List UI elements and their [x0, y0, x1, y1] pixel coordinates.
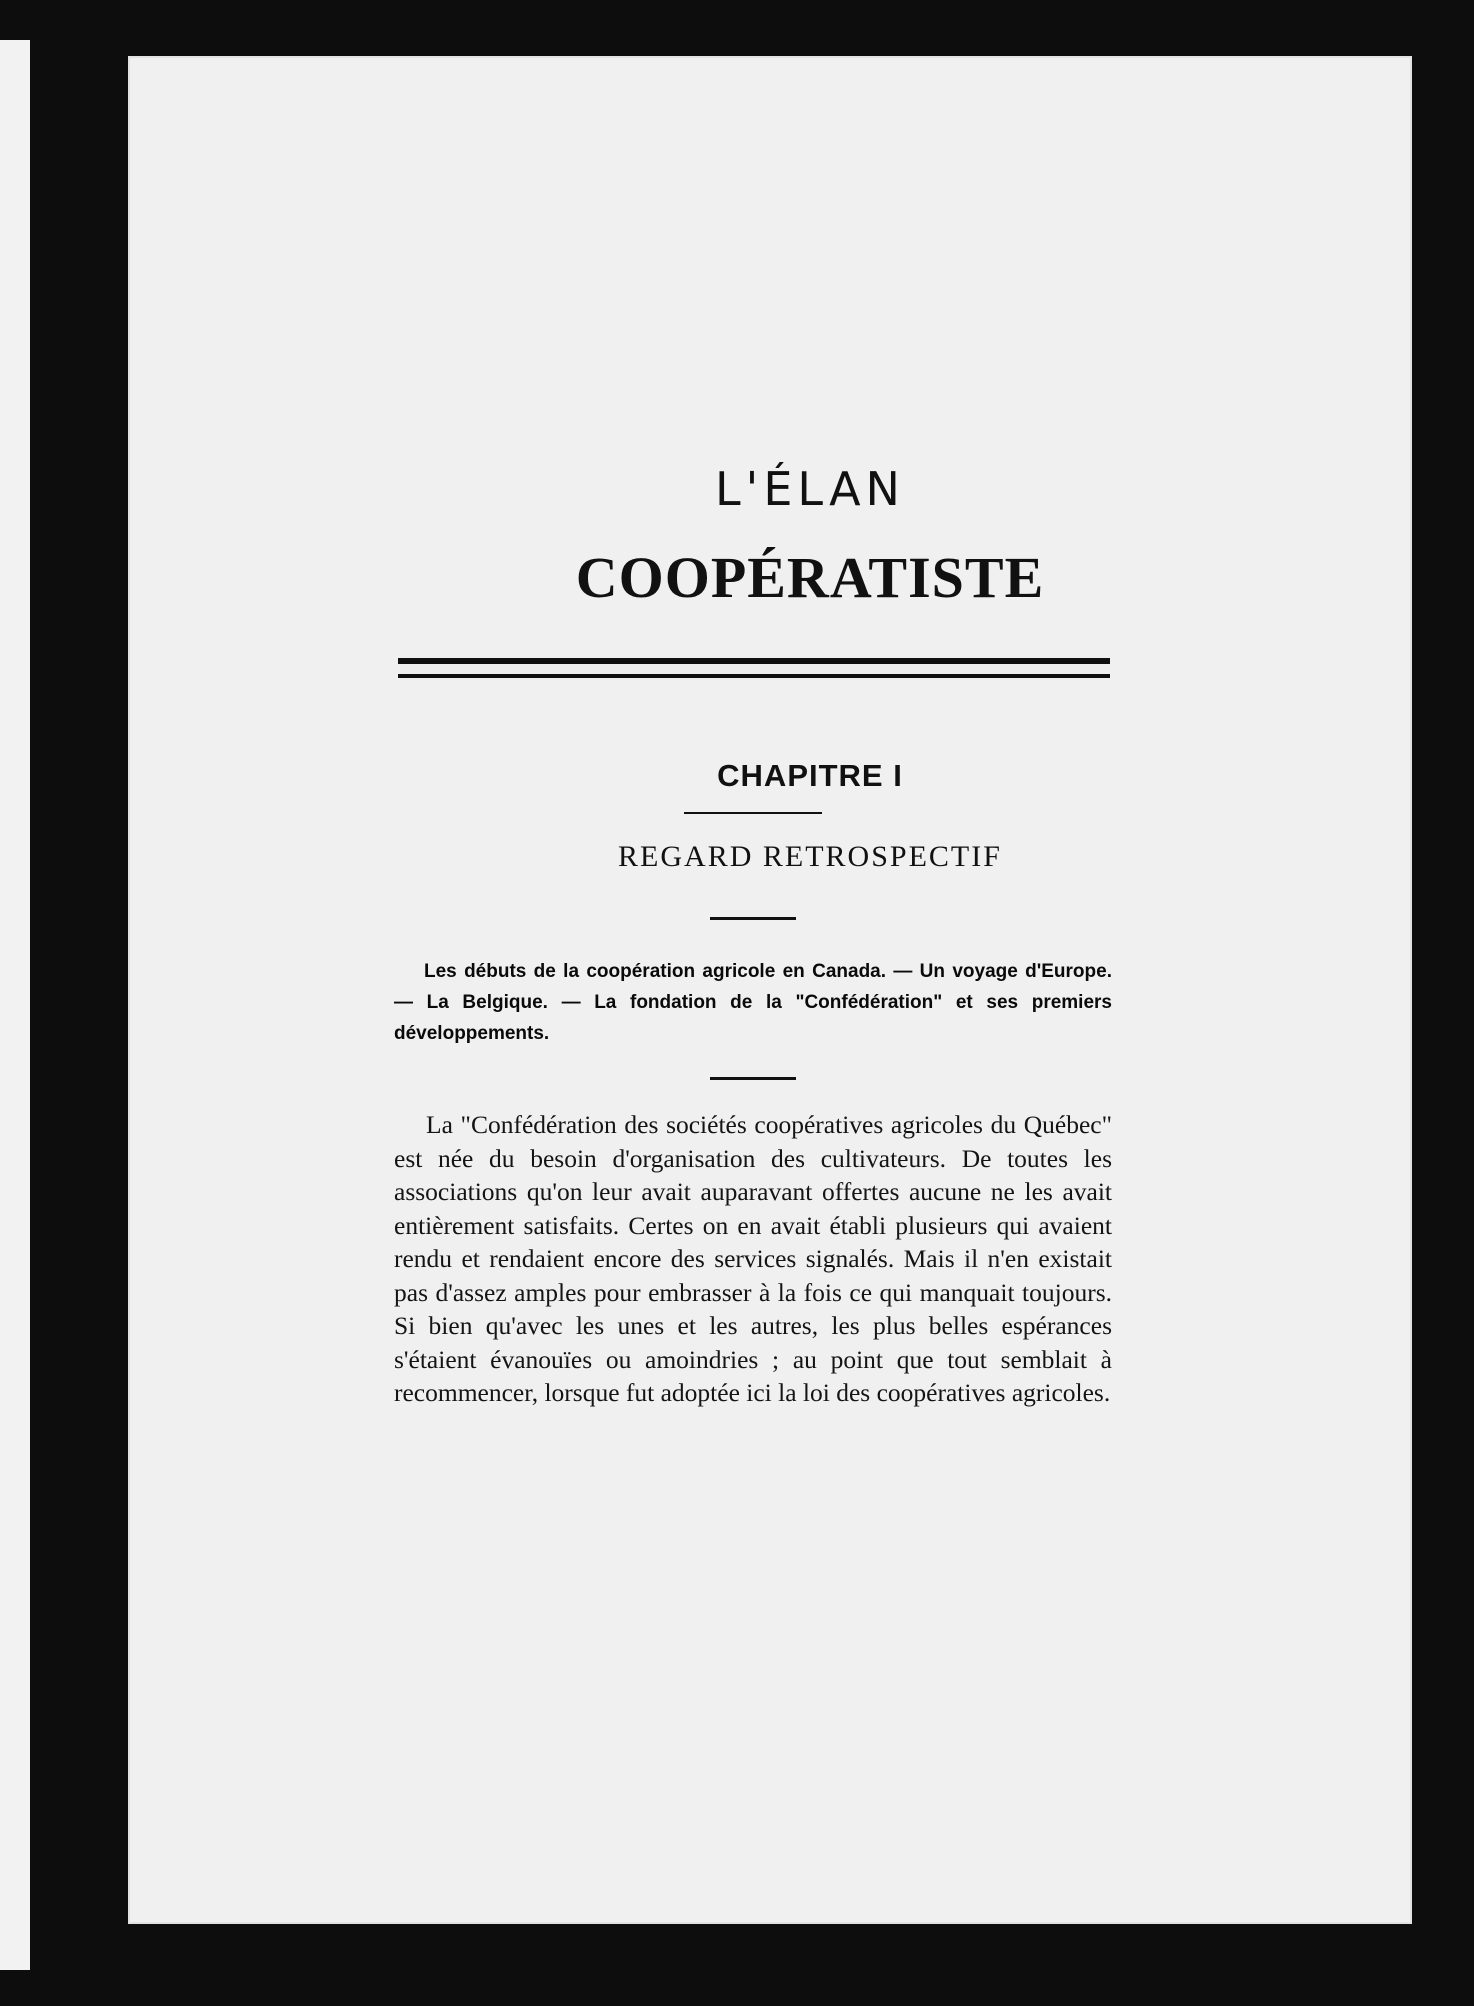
title-line-2: COOPÉRATISTE	[575, 545, 1045, 610]
body-paragraph: La "Confédération des sociétés coopératives agricoles du Québec" est née du besoin d'organisation des cultivateurs. De toutes les associations qu'on leur avait auparavant offertes aucune ne les avait entièrement satisfaits. Certes on en avait établi plusieurs qui avaient rendu et rendaient encore des services signalés. Mais il n'en existait pas d'assez amples pour embrasser à la fois ce qui manquait toujours. Si bien qu'avec les unes et les autres, les plus belles espérances s'étaient évanouïes ou amoindries ; au point que tout semblait à recommencer, lorsque fut adoptée ici la loi des coopératives agricoles.	[394, 1110, 1112, 1407]
section-title: REGARD RETROSPECTIF	[618, 840, 1002, 873]
title-divider	[398, 658, 1110, 678]
section-divider	[710, 917, 796, 920]
book-edge-strip	[0, 40, 30, 1970]
document-page	[128, 56, 1412, 1924]
summary-divider	[710, 1077, 796, 1080]
title-line-1: L'ÉLAN	[715, 462, 905, 516]
chapter-heading: CHAPITRE I	[717, 758, 903, 793]
chapter-summary: Les débuts de la coopération agricole en Canada. — Un voyage d'Europe. — La Belgique. — La fondation de la "Confédération" et ses premiers développements.	[394, 961, 1112, 1044]
chapter-divider	[684, 812, 822, 814]
